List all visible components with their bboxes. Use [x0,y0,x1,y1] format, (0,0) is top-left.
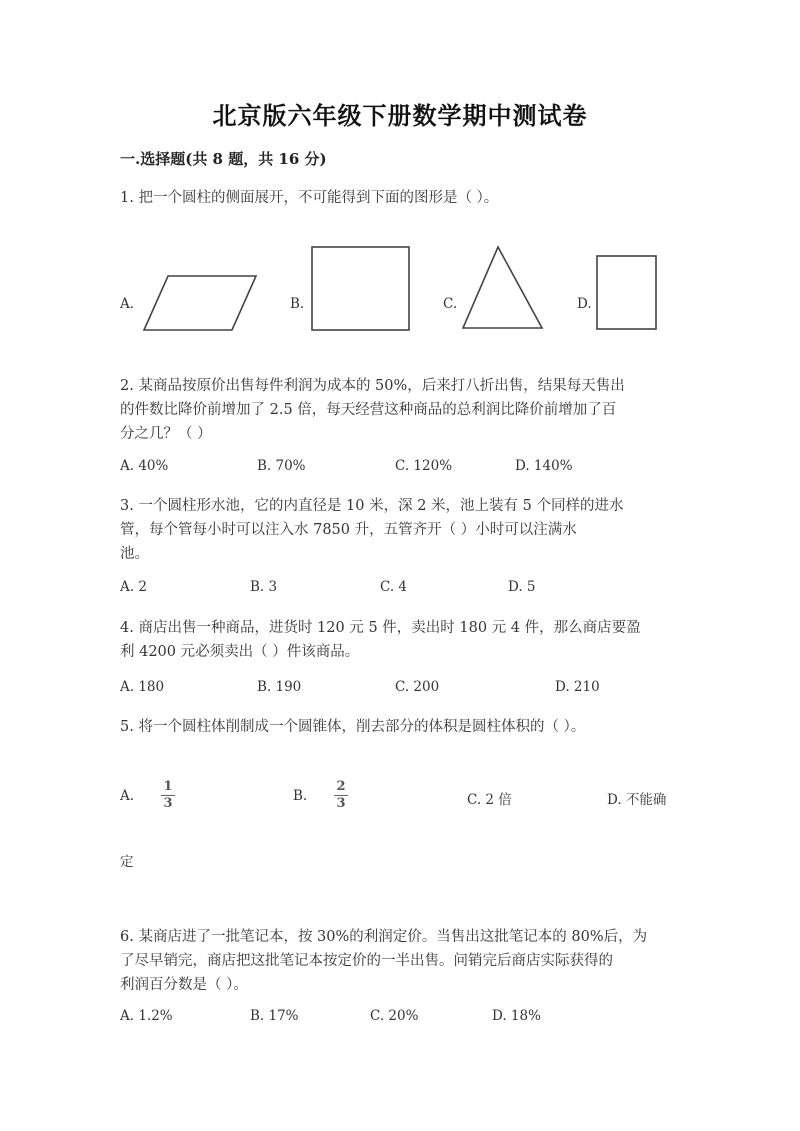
q2-option-d: D. 140% [515,458,573,474]
fraction-numerator: 2 [336,779,346,794]
parallelogram-icon [140,272,260,334]
question-6-line-1: 6. 某商店进了一批笔记本，按 30%的利润定价。当售出这批笔记本的 80%后，为 [120,929,648,945]
q1-option-d-label: D. [577,296,592,312]
question-4-line-1: 4. 商店出售一种商品，进货时 120 元 5 件，卖出时 180 元 4 件，那么商店要盈 [120,620,641,636]
q6-option-c: C. 20% [370,1008,419,1024]
q4-option-d: D. 210 [555,679,600,695]
q5-option-d: D. 不能确 [607,792,667,808]
q3-option-a: A. 2 [120,579,147,595]
q2-option-b: B. 70% [257,458,306,474]
section-heading: 一.选择题(共 8 题，共 16 分) [120,150,327,168]
question-6-line-2: 了尽早销完，商店把这批笔记本按定价的一半出售。问销完后商店实际获得的 [120,953,613,969]
q4-option-b: B. 190 [257,679,302,695]
question-2-line-3: 分之几？（ ） [120,426,212,442]
q1-option-a-label: A. [120,296,135,312]
page-title: 北京版六年级下册数学期中测试卷 [212,101,588,130]
fraction-numerator: 1 [163,779,173,794]
fraction-denominator: 3 [163,796,173,811]
q4-option-c: C. 200 [395,679,440,695]
rectangle-icon [595,254,659,332]
q5-option-a-fraction [161,780,175,811]
fraction-denominator: 3 [336,796,346,811]
q3-option-d: D. 5 [508,579,536,595]
q6-option-a: A. 1.2% [120,1008,173,1024]
q2-option-a: A. 40% [120,458,169,474]
q5-option-d-wrap: 定 [120,854,134,870]
q3-option-c: C. 4 [380,579,408,595]
q5-option-c: C. 2 倍 [467,792,512,808]
q3-option-b: B. 3 [250,579,278,595]
q6-option-d: D. 18% [492,1008,541,1024]
question-2-line-1: 2. 某商品按原价出售每件利润为成本的 50%，后来打八折出售，结果每天售出 [120,378,625,394]
question-3-line-3: 池。 [120,546,149,562]
q5-option-b-fraction [334,780,348,811]
question-1-text: 1. 把一个圆柱的侧面展开，不可能得到下面的图形是（ ）。 [120,190,499,206]
question-3-line-2: 管，每个管每小时可以注入水 7850 升，五管齐开（ ）小时可以注满水 [120,522,577,538]
q2-option-c: C. 120% [395,458,453,474]
triangle-icon [460,244,546,332]
q1-option-b-label: B. [290,296,305,312]
q1-option-c-label: C. [443,296,458,312]
q5-option-b-label: B. [293,788,308,804]
question-2-line-2: 的件数比降价前增加了 2.5 倍，每天经营这种商品的总利润比降价前增加了百 [120,402,617,418]
question-3-line-1: 3. 一个圆柱形水池，它的内直径是 10 米，深 2 米，池上装有 5 个同样的进水 [120,498,624,514]
question-6-line-3: 利润百分数是（ ）。 [120,977,248,993]
question-5-text: 5. 将一个圆柱体削制成一个圆锥体，削去部分的体积是圆柱体积的（ ）。 [120,719,586,735]
q5-option-a-label: A. [120,788,135,804]
q6-option-b: B. 17% [250,1008,299,1024]
q4-option-a: A. 180 [120,679,165,695]
square-icon [310,245,412,333]
question-4-line-2: 利 4200 元必须卖出（ ）件该商品。 [120,644,360,660]
